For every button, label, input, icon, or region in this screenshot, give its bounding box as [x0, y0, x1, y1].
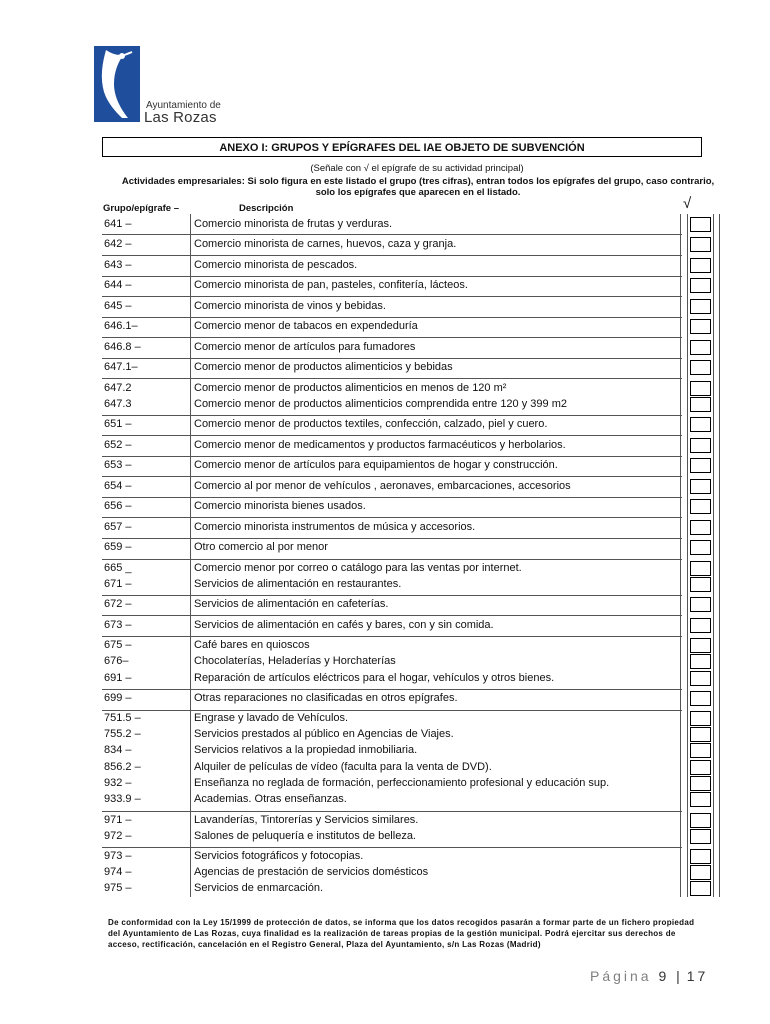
table-row-divider — [102, 415, 682, 416]
row-code: 671 – — [104, 578, 132, 590]
activity-checkbox[interactable] — [690, 479, 711, 494]
row-description: Servicios de alimentación en cafeterías. — [194, 598, 389, 610]
row-code: 647.3 — [104, 398, 132, 410]
table-row-divider — [102, 559, 682, 560]
row-code: 653 – — [104, 459, 132, 471]
row-code: 646.8 – — [104, 341, 141, 353]
row-description: Servicios relativos a la propiedad inmobiliaria. — [194, 744, 418, 756]
row-description: Comercio minorista bienes usados. — [194, 500, 366, 512]
activity-checkbox[interactable] — [690, 671, 711, 686]
activity-checkbox[interactable] — [690, 792, 711, 807]
row-code: 675 – — [104, 639, 132, 651]
table-row-divider — [102, 435, 682, 436]
activity-checkbox[interactable] — [690, 499, 711, 514]
row-description: Comercio minorista de pescados. — [194, 259, 358, 271]
page-total: 17 — [686, 968, 709, 984]
activity-checkbox[interactable] — [690, 417, 711, 432]
row-code: 973 – — [104, 850, 132, 862]
row-description: Comercio menor de artículos para equipamientos de hogar y construcción. — [194, 459, 558, 471]
activity-checkbox[interactable] — [690, 813, 711, 828]
table-column-divider — [687, 214, 688, 897]
row-description: Comercio menor de productos alimenticios y bebidas — [194, 361, 453, 373]
row-code: 972 – — [104, 830, 132, 842]
row-code: 699 – — [104, 692, 132, 704]
table-row-divider — [102, 255, 682, 256]
table-row-divider — [102, 337, 682, 338]
row-description: Comercio menor de medicamentos y productos farmacéuticos y herbolarios. — [194, 439, 566, 451]
row-code: 971 – — [104, 814, 132, 826]
activity-checkbox[interactable] — [690, 711, 711, 726]
activity-checkbox[interactable] — [690, 381, 711, 396]
row-code: 856.2 – — [104, 761, 141, 773]
row-code: 659 – — [104, 541, 132, 553]
activity-checkbox[interactable] — [690, 829, 711, 844]
row-description: Servicios de enmarcación. — [194, 882, 324, 894]
row-code: 751.5 – — [104, 712, 141, 724]
row-code: 643 – — [104, 259, 132, 271]
activity-checkbox[interactable] — [690, 743, 711, 758]
table-row-divider — [102, 847, 682, 848]
activity-checkbox[interactable] — [690, 217, 711, 232]
row-code: 673 – — [104, 619, 132, 631]
row-description: Comercio menor de tabacos en expendeduría — [194, 320, 418, 332]
activity-checkbox[interactable] — [690, 458, 711, 473]
table-row-divider — [102, 317, 682, 318]
row-description: Café bares en quioscos — [194, 639, 310, 651]
table-row-divider — [102, 456, 682, 457]
page-number: 9 — [658, 968, 670, 984]
activity-checkbox[interactable] — [690, 438, 711, 453]
activity-checkbox[interactable] — [690, 360, 711, 375]
activity-checkbox[interactable] — [690, 654, 711, 669]
row-description: Servicios de alimentación en restaurantes. — [194, 578, 402, 590]
activity-checkbox[interactable] — [690, 520, 711, 535]
row-description: Agencias de prestación de servicios domésticos — [194, 866, 429, 878]
activity-checkbox[interactable] — [690, 849, 711, 864]
row-description: Comercio menor de productos alimenticios en menos de 120 m² — [194, 382, 507, 394]
table-row-divider — [102, 615, 682, 616]
row-description: Lavanderías, Tintorerías y Servicios similares. — [194, 814, 419, 826]
row-description: Comercio minorista de vinos y bebidas. — [194, 300, 386, 312]
row-code: 647.2 — [104, 382, 132, 394]
row-code: 755.2 – — [104, 728, 141, 740]
table-column-divider — [719, 214, 720, 897]
document-title: ANEXO I: GRUPOS Y EPÍGRAFES DEL IAE OBJETO DE SUBVENCIÓN — [102, 137, 702, 157]
activity-checkbox[interactable] — [690, 397, 711, 412]
check-mark-header: √ — [683, 195, 692, 212]
row-description: Comercio menor de productos alimenticios comprendida entre 120 y 399 m2 — [194, 398, 567, 410]
row-description: Chocolaterías, Heladerías y Horchaterías — [194, 655, 396, 667]
row-code: 652 – — [104, 439, 132, 451]
data-protection-notice: De conformidad con la Ley 15/1999 de protección de datos, se informa que los datos recogidos pasarán a formar parte de un fichero propiedad del Ayuntamiento de Las Rozas, cuya finalidad es la realización de tareas propias de la gestión municipal. Podrá ejercitar sus derechos de acceso, rectificación, cancelación en el Registro General, Plaza del Ayuntamiento, s/n Las Rozas (Madrid) — [108, 918, 695, 949]
row-code: 644 – — [104, 279, 132, 291]
activity-checkbox[interactable] — [690, 865, 711, 880]
row-code: 651 – — [104, 418, 132, 430]
row-code: 691 – — [104, 672, 132, 684]
page-footer: Página 9 | 17 — [590, 968, 709, 984]
table-row-divider — [102, 358, 682, 359]
row-code: 645 – — [104, 300, 132, 312]
activity-checkbox[interactable] — [690, 691, 711, 706]
page-word: Página — [590, 968, 652, 984]
activity-checkbox[interactable] — [690, 258, 711, 273]
table-row-divider — [102, 378, 682, 379]
row-code: 975 – — [104, 882, 132, 894]
row-code: 656 – — [104, 500, 132, 512]
activity-checkbox[interactable] — [690, 776, 711, 791]
column-header-description: Descripción — [239, 203, 294, 214]
row-code: 641 – — [104, 218, 132, 230]
column-header-code: Grupo/epígrafe – — [103, 203, 180, 214]
activity-checkbox[interactable] — [690, 561, 711, 576]
table-row-divider — [102, 811, 682, 812]
row-description: Servicios prestados al público en Agencias de Viajes. — [194, 728, 454, 740]
row-description: Comercio menor de artículos para fumadores — [194, 341, 416, 353]
table-row-divider — [102, 538, 682, 539]
row-description: Comercio menor por correo o catálogo para las ventas por internet. — [194, 562, 522, 574]
activity-checkbox[interactable] — [690, 618, 711, 633]
table-row-divider — [102, 595, 682, 596]
row-description: Comercio al por menor de vehículos , aeronaves, embarcaciones, accesorios — [194, 480, 571, 492]
activity-checkbox[interactable] — [690, 237, 711, 252]
row-description: Servicios de alimentación en cafés y bares, con y sin comida. — [194, 619, 494, 631]
iae-table — [102, 214, 719, 897]
activity-checkbox[interactable] — [690, 597, 711, 612]
activity-checkbox[interactable] — [690, 760, 711, 775]
activity-checkbox[interactable] — [690, 319, 711, 334]
instruction-subtitle: (Señale con √ el epígrafe de su actividad principal) — [310, 163, 524, 174]
row-code: 657 – — [104, 521, 132, 533]
row-code: 646.1– — [104, 320, 138, 332]
table-row-divider — [102, 517, 682, 518]
table-row-divider — [102, 636, 682, 637]
row-code: 654 – — [104, 480, 132, 492]
row-code: 676– — [104, 655, 129, 667]
row-description: Reparación de artículos eléctricos para el hogar, vehículos y otros bienes. — [194, 672, 555, 684]
row-code: 834 – — [104, 744, 132, 756]
table-column-divider — [713, 214, 714, 897]
row-description: Otro comercio al por menor — [194, 541, 328, 553]
row-description: Comercio minorista instrumentos de música y accesorios. — [194, 521, 476, 533]
table-row-divider — [102, 276, 682, 277]
row-code: 932 – — [104, 777, 132, 789]
row-description: Academias. Otras enseñanzas. — [194, 793, 347, 805]
activity-checkbox[interactable] — [690, 540, 711, 555]
activity-checkbox[interactable] — [690, 727, 711, 742]
row-description: Comercio minorista de carnes, huevos, caza y granja. — [194, 238, 457, 250]
intro-paragraph: Actividades empresariales: Si solo figura en este listado el grupo (tres cifras), entran todos los epígrafes del grupo, caso contrario, solo los epígrafes que aparecen en el listado. — [121, 176, 715, 198]
row-code: 665 _ — [104, 562, 132, 574]
table-row-divider — [102, 497, 682, 498]
table-row-divider — [102, 296, 682, 297]
logo-text-line2: Las Rozas — [144, 109, 217, 126]
table-row-divider — [102, 476, 682, 477]
table-row-divider — [102, 710, 682, 711]
logo-text-line1: Ayuntamiento de — [146, 100, 221, 111]
row-description: Alquiler de películas de vídeo (faculta para la venta de DVD). — [194, 761, 492, 773]
row-description: Comercio minorista de pan, pasteles, confitería, lácteos. — [194, 279, 468, 291]
activity-checkbox[interactable] — [690, 340, 711, 355]
table-row-divider — [102, 234, 682, 235]
activity-checkbox[interactable] — [690, 881, 711, 896]
row-description: Enseñanza no reglada de formación, perfeccionamiento profesional y educación sup. — [194, 777, 610, 789]
row-code: 933.9 – — [104, 793, 141, 805]
row-code: 672 – — [104, 598, 132, 610]
row-description: Comercio minorista de frutas y verduras. — [194, 218, 393, 230]
activity-checkbox[interactable] — [690, 638, 711, 653]
row-description: Comercio menor de productos textiles, confección, calzado, piel y cuero. — [194, 418, 548, 430]
row-description: Engrase y lavado de Vehículos. — [194, 712, 349, 724]
row-code: 642 – — [104, 238, 132, 250]
table-row-divider — [102, 689, 682, 690]
row-description: Otras reparaciones no clasificadas en otros epígrafes. — [194, 692, 458, 704]
row-description: Servicios fotográficos y fotocopias. — [194, 850, 364, 862]
activity-checkbox[interactable] — [690, 278, 711, 293]
row-code: 974 – — [104, 866, 132, 878]
row-description: Salones de peluquería e institutos de belleza. — [194, 830, 416, 842]
row-code: 647.1– — [104, 361, 138, 373]
activity-checkbox[interactable] — [690, 577, 711, 592]
activity-checkbox[interactable] — [690, 299, 711, 314]
